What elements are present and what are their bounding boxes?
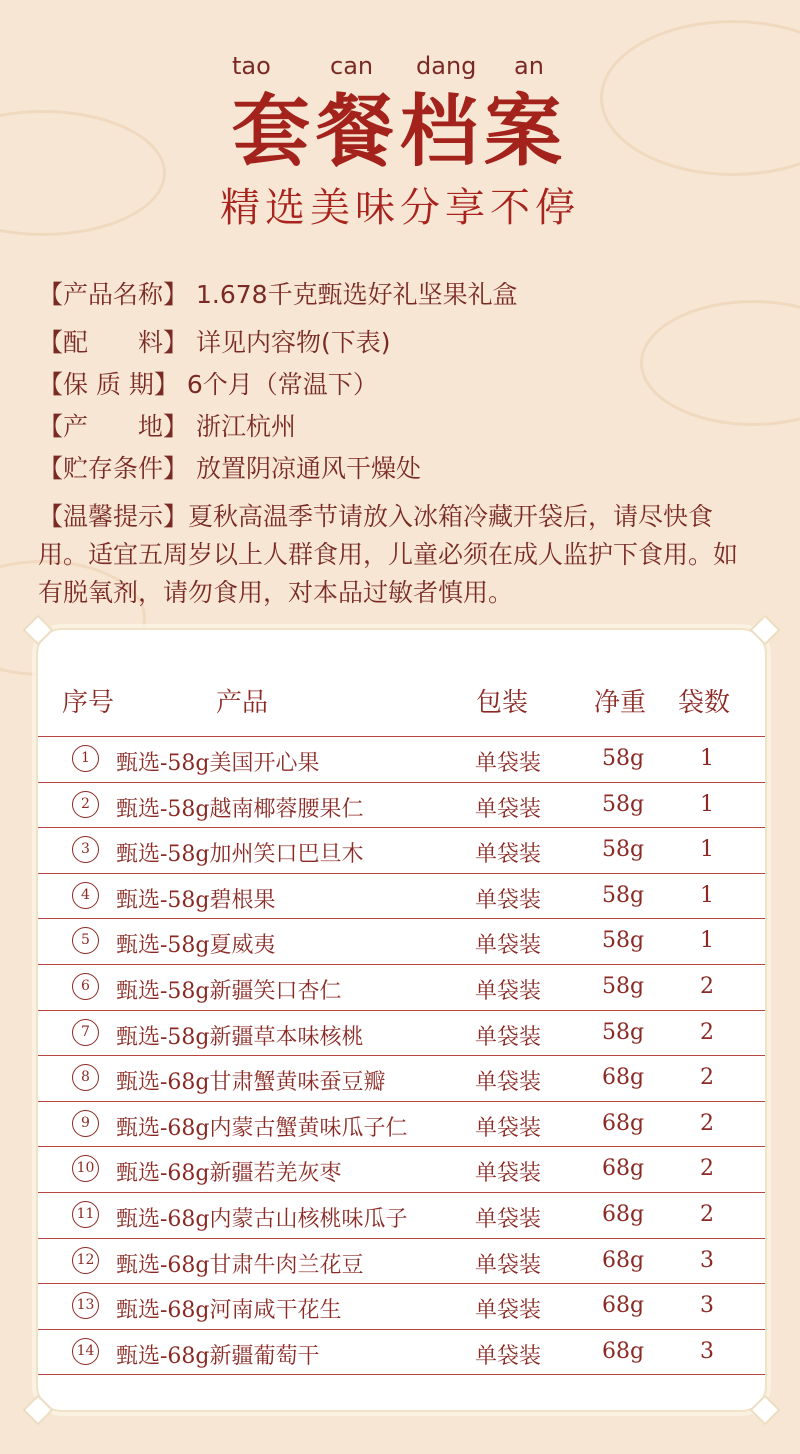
row-number-badge: 8 [72, 1064, 99, 1091]
row-pack: 单袋装 [475, 1024, 542, 1050]
row-weight: 68g [602, 1065, 645, 1091]
row-weight: 58g [602, 1019, 645, 1045]
info-value: 1.678千克甄选好礼坚果礼盒 [196, 280, 518, 309]
row-pack: 单袋装 [475, 842, 542, 868]
info-row-storage [38, 452, 768, 486]
row-number-badge: 6 [72, 973, 99, 1000]
card-corner-ornament [749, 1394, 780, 1425]
table-row [38, 1238, 765, 1284]
table-header [38, 682, 765, 722]
row-pack: 单袋装 [475, 1343, 542, 1369]
row-qty: 2 [700, 973, 714, 999]
row-pack: 单袋装 [475, 796, 542, 822]
table-row [38, 782, 765, 828]
row-product: 甄选-58g美国开心果 [116, 751, 320, 776]
row-weight: 58g [602, 928, 645, 954]
row-qty: 1 [700, 746, 714, 771]
row-qty: 1 [700, 928, 714, 954]
pinyin-syllable: an [514, 52, 544, 80]
info-label: 【产 地】 [38, 412, 189, 441]
page-subtitle: 精选美味分享不停 [220, 185, 580, 231]
table-row [38, 1192, 765, 1238]
row-number-badge: 11 [72, 1201, 99, 1228]
table-row [38, 736, 765, 782]
info-row-product-name [38, 278, 768, 312]
info-row-shelf-life [38, 368, 768, 402]
card-corner-ornament [22, 614, 53, 645]
row-product: 甄选-68g新疆若羌灰枣 [116, 1161, 342, 1187]
pinyin-syllable: can [330, 52, 374, 80]
row-weight: 68g [602, 1338, 645, 1364]
pinyin-syllable: dang [416, 52, 477, 80]
warm-tip [38, 498, 758, 612]
table-row [38, 964, 765, 1010]
title-pinyin [0, 52, 800, 86]
header-pack: 包装 [476, 688, 529, 718]
row-number-badge: 10 [72, 1155, 99, 1182]
row-product: 甄选-58g夏威夷 [116, 933, 276, 959]
info-row-origin [38, 410, 768, 444]
row-pack: 单袋装 [475, 1161, 542, 1187]
table-row [38, 873, 765, 919]
page-title: 套餐档案 [231, 86, 568, 177]
card-corner-ornament [22, 1394, 53, 1425]
row-qty: 3 [700, 1338, 714, 1364]
info-value: 详见内容物(下表) [196, 328, 391, 357]
table-row [38, 1329, 765, 1376]
header-weight: 净重 [594, 688, 647, 718]
table-row [38, 1283, 765, 1329]
table-row [38, 1055, 765, 1101]
row-qty: 1 [700, 837, 714, 863]
info-label: 【贮存条件】 [38, 454, 189, 483]
info-value: 浙江杭州 [196, 412, 297, 441]
card-corner-ornament [749, 614, 780, 645]
row-pack: 单袋装 [475, 1070, 542, 1096]
row-weight: 68g [602, 1110, 645, 1136]
table-row [38, 1146, 765, 1192]
row-product: 甄选-68g甘肃牛肉兰花豆 [116, 1252, 364, 1278]
row-number-badge: 1 [72, 745, 99, 772]
row-product: 甄选-68g内蒙古蟹黄味瓜子仁 [116, 1115, 408, 1141]
row-product: 甄选-68g新疆葡萄干 [116, 1343, 320, 1369]
pinyin-syllable: tao [232, 52, 271, 80]
info-label: 【产品名称】 [38, 280, 189, 309]
row-pack: 单袋装 [475, 1115, 542, 1141]
row-pack: 单袋装 [475, 933, 542, 959]
row-product: 甄选-68g河南咸干花生 [116, 1298, 342, 1324]
row-product: 甄选-68g内蒙古山核桃味瓜子 [116, 1206, 408, 1232]
row-product: 甄选-58g新疆笑口杏仁 [116, 978, 342, 1004]
table-row [38, 918, 765, 964]
row-pack: 单袋装 [475, 1206, 542, 1232]
tip-label: 【温馨提示】 [38, 502, 189, 531]
row-pack: 单袋装 [475, 887, 542, 913]
row-number-badge: 13 [72, 1292, 99, 1319]
row-qty: 2 [700, 1201, 714, 1227]
table-row [38, 1010, 765, 1056]
table-body [38, 736, 765, 1375]
table-row [38, 1101, 765, 1147]
row-product: 甄选-58g越南椰蓉腰果仁 [116, 796, 364, 822]
row-weight: 68g [602, 1247, 645, 1273]
header-index: 序号 [62, 688, 115, 718]
row-weight: 68g [602, 1201, 645, 1227]
row-qty: 2 [700, 1156, 714, 1182]
info-label: 【配 料】 [38, 328, 189, 357]
tip-text: 夏秋高温季节请放入冰箱冷藏开袋后，请尽快食用。适宜五周岁以上人群食用，儿童必须在成人监护下食用。如有脱氧剂，请勿食用，对本品过敏者慎用。 [38, 502, 739, 607]
row-number-badge: 2 [72, 791, 99, 818]
row-product: 甄选-58g加州笑口巴旦木 [116, 842, 364, 868]
info-value: 放置阴凉通风干燥处 [196, 454, 422, 483]
header-qty: 袋数 [678, 688, 731, 718]
row-weight: 58g [602, 791, 645, 817]
row-weight: 58g [602, 746, 645, 771]
header-product: 产品 [216, 688, 269, 718]
row-number-badge: 9 [72, 1110, 99, 1137]
row-number-badge: 5 [72, 927, 99, 954]
row-pack: 单袋装 [475, 751, 542, 776]
row-number-badge: 12 [72, 1247, 99, 1274]
row-pack: 单袋装 [475, 1298, 542, 1324]
row-product: 甄选-58g新疆草本味核桃 [116, 1024, 364, 1050]
row-product: 甄选-58g碧根果 [116, 887, 276, 913]
row-weight: 58g [602, 882, 645, 908]
row-weight: 58g [602, 837, 645, 863]
row-number-badge: 7 [72, 1019, 99, 1046]
row-product: 甄选-68g甘肃蟹黄味蚕豆瓣 [116, 1070, 386, 1096]
background-cloud-pattern [640, 300, 800, 426]
table-row [38, 827, 765, 873]
row-number-badge: 3 [72, 836, 99, 863]
row-pack: 单袋装 [475, 1252, 542, 1278]
contents-table-card [36, 628, 767, 1412]
row-number-badge: 4 [72, 882, 99, 909]
row-qty: 2 [700, 1019, 714, 1045]
info-value: 6个月（常温下） [186, 370, 378, 399]
row-number-badge: 14 [72, 1338, 99, 1365]
row-qty: 2 [700, 1110, 714, 1136]
row-weight: 58g [602, 973, 645, 999]
row-qty: 1 [700, 791, 714, 817]
row-weight: 68g [602, 1156, 645, 1182]
info-row-ingredients [38, 326, 768, 360]
row-pack: 单袋装 [475, 978, 542, 1004]
info-label: 【保 质 期】 [38, 370, 179, 399]
row-qty: 1 [700, 882, 714, 908]
row-qty: 2 [700, 1065, 714, 1091]
row-qty: 3 [700, 1247, 714, 1273]
row-weight: 68g [602, 1293, 645, 1319]
row-qty: 3 [700, 1293, 714, 1319]
